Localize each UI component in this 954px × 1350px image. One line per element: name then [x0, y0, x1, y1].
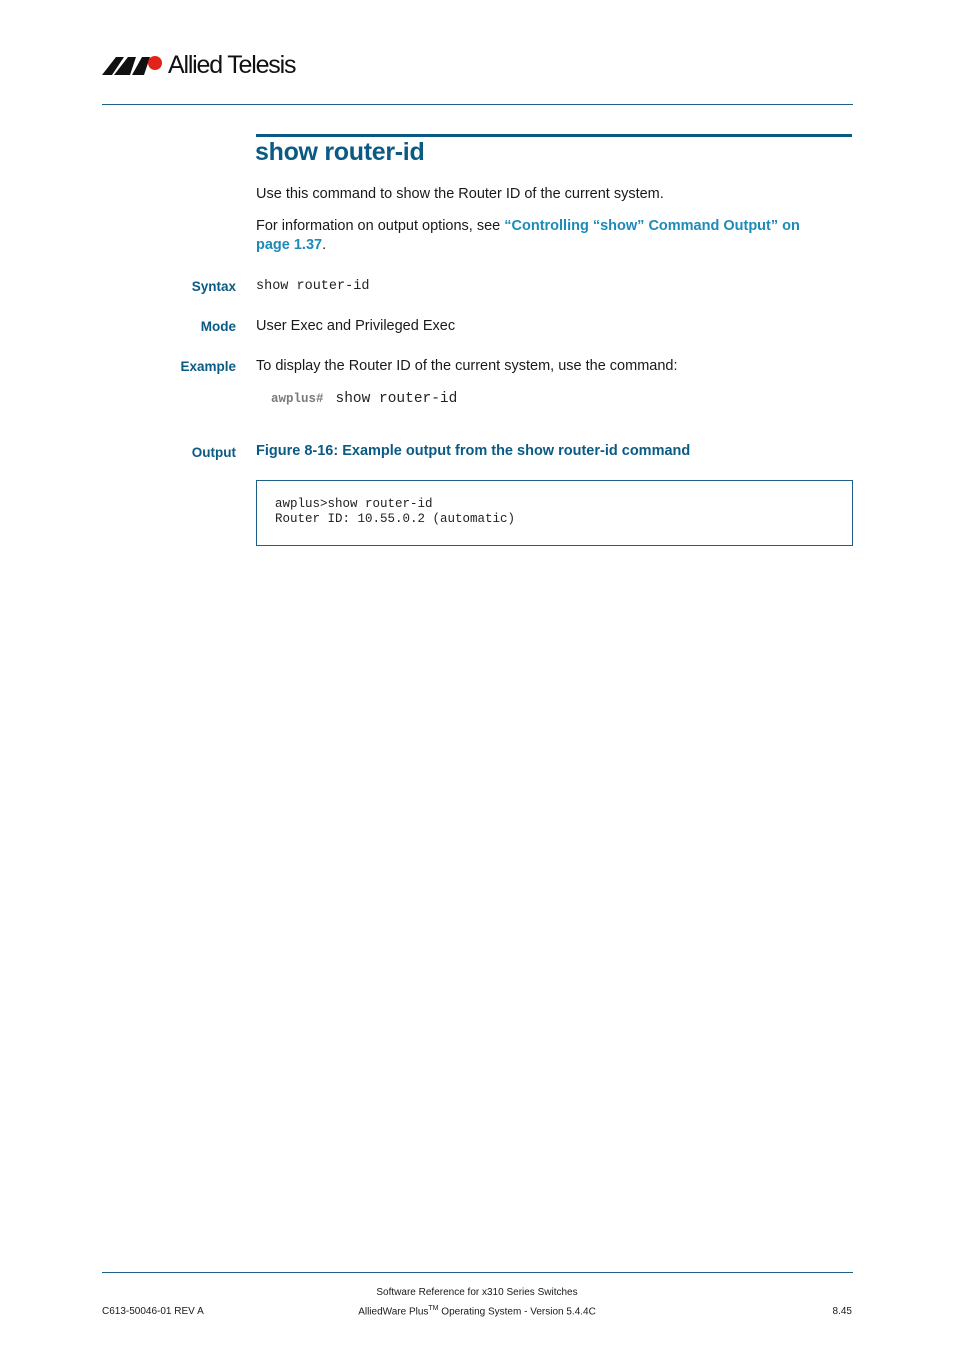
cli-prompt: awplus# — [271, 392, 324, 406]
example-label: Example — [180, 359, 236, 374]
allied-telesis-logo-icon — [102, 54, 164, 76]
page-number: 8.45 — [832, 1306, 852, 1317]
cli-command: show router-id — [335, 391, 458, 407]
company-logo — [102, 50, 295, 80]
output-label: Output — [191, 445, 236, 460]
footer-os-name: AlliedWare Plus — [358, 1306, 429, 1318]
footer-version: Operating System - Version 5.4.4C — [438, 1306, 596, 1318]
mode-label: Mode — [200, 319, 236, 334]
footer-doc-id: C613-50046-01 REV A — [102, 1306, 204, 1317]
info-suffix: . — [322, 237, 327, 253]
figure-caption: Figure 8-16: Example output from the show router-id command — [256, 443, 691, 459]
output-text: awplus>show router-id Router ID: 10.55.0.2 (automatic) — [275, 497, 516, 526]
output-box — [256, 480, 853, 546]
syntax-code: show router-id — [256, 279, 370, 294]
example-text: To display the Router ID of the current system, use the command: — [256, 358, 678, 374]
footer-divider — [102, 1272, 853, 1273]
output-options-link[interactable]: “Controlling “show” Command Output” on page 1.37 — [256, 218, 800, 253]
trademark-mark: TM — [428, 1305, 439, 1312]
footer-doc-title: Software Reference for x310 Series Switches — [376, 1287, 578, 1298]
syntax-label: Syntax — [191, 279, 236, 294]
title-rule — [256, 134, 852, 137]
mode-text: User Exec and Privileged Exec — [256, 318, 456, 334]
page-title: show router-id — [255, 138, 425, 166]
info-paragraph — [256, 217, 836, 255]
logo-wordmark: Allied Telesis — [168, 51, 296, 79]
header-divider — [102, 104, 853, 105]
info-prefix: For information on output options, see — [256, 218, 505, 234]
intro-text: Use this command to show the Router ID of the current system. — [256, 186, 664, 202]
example-command — [271, 391, 457, 407]
